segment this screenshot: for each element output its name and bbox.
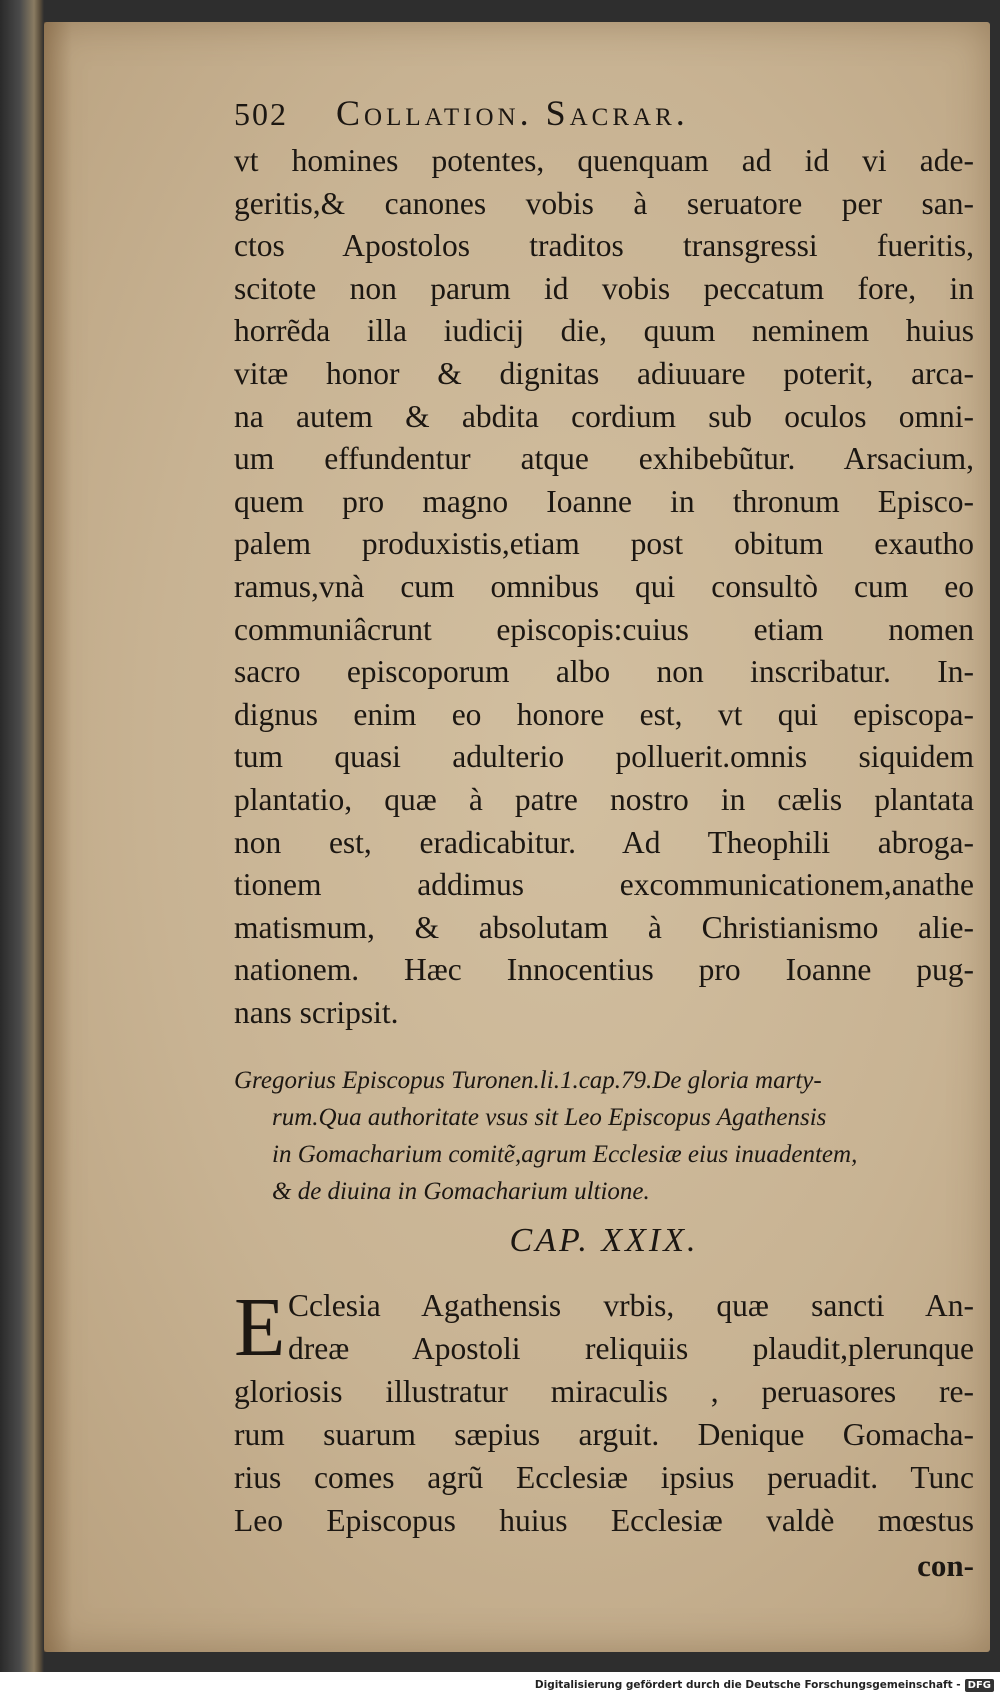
text-line: quem pro magno Ioanne in thronum Episco- — [234, 483, 974, 519]
summary-line: in Gomacharium comitẽ,agrum Ecclesiæ eius inuadentem, — [272, 1141, 858, 1169]
drop-cap: E — [234, 1281, 286, 1375]
text-line: vt homines potentes, quenquam ad id vi ade- — [234, 143, 974, 178]
text-line: ramus,vnà cum omnibus qui consultò cum eo — [234, 568, 974, 604]
page-number: 502 — [234, 96, 288, 132]
text-line: tum quasi adulterio polluerit.omnis siquidem — [234, 739, 974, 775]
catchword: con- — [917, 1548, 974, 1584]
text-line: um effundentur atque exhibebũtur. Arsacium, — [234, 441, 974, 477]
chapter-label: CAP. XXIX. — [509, 1222, 699, 1260]
chapter-summary — [234, 1062, 974, 1210]
summary-line: rum.Qua authoritate vsus sit Leo Episcopus Agathensis — [272, 1104, 827, 1132]
text-line: horrẽda illa iudicij die, quum neminem huius — [234, 313, 974, 349]
body-paragraph — [234, 140, 974, 1034]
text-line: ctos Apostolos traditos transgressi fueritis, — [234, 228, 974, 264]
text-line: dreæ Apostoli reliquiis plaudit,plerunque — [288, 1331, 974, 1367]
text-line: dignus enim eo honore est, vt qui episcopa- — [234, 696, 974, 732]
text-line: sacro episcoporum albo non inscribatur. In- — [234, 654, 974, 690]
text-line: scitote non parum id vobis peccatum fore, in — [234, 270, 974, 306]
book-page — [44, 22, 990, 1652]
text-line: matismum, & absolutam à Christianismo alie- — [234, 909, 974, 945]
summary-line: Gregorius Episcopus Turonen.li.1.cap.79.De gloria marty- — [234, 1067, 822, 1095]
text-line: rius comes agrũ Ecclesiæ ipsius peruadit. Tunc — [234, 1460, 974, 1496]
text-line: palem produxistis,etiam post obitum exautho — [234, 526, 974, 562]
digitization-footer — [0, 1672, 1000, 1698]
text-line: Cclesia Agathensis vrbis, quæ sancti An- — [288, 1288, 974, 1324]
text-line: nationem. Hæc Innocentius pro Ioanne pug- — [234, 952, 974, 988]
text-line: gloriosis illustratur miraculis , peruasores re- — [234, 1374, 974, 1410]
text-line: rum suarum sæpius arguit. Denique Gomacha- — [234, 1417, 974, 1453]
summary-line: & de diuina in Gomacharium ultione. — [272, 1178, 650, 1206]
text-line: communiâcrunt episcopis:cuius etiam nomen — [234, 611, 974, 647]
running-title: Collation. Sacrar. — [336, 93, 689, 133]
running-head — [234, 92, 974, 140]
text-line: plantatio, quæ à patre nostro in cælis plantata — [234, 781, 974, 817]
funding-credit: Digitalisierung gefördert durch die Deutsche Forschungsgemeinschaft - — [534, 1679, 961, 1691]
dfg-logo: DFG — [965, 1679, 994, 1692]
chapter-paragraph — [234, 1281, 974, 1542]
text-line: tionem addimus excommunicationem,anathe — [234, 867, 974, 903]
text-line: geritis,& canones vobis à seruatore per san- — [234, 185, 974, 221]
text-line: vitæ honor & dignitas adiuuare poterit, arca- — [234, 355, 974, 391]
chapter-heading — [234, 1222, 974, 1278]
page-content — [234, 92, 974, 1584]
text-line: non est, eradicabitur. Ad Theophili abroga- — [234, 824, 974, 860]
text-line: nans scripsit. — [234, 994, 399, 1030]
text-line: na autem & abdita cordium sub oculos omni- — [234, 398, 974, 434]
text-line: Leo Episcopus huius Ecclesiæ valdè mœstus — [234, 1503, 974, 1539]
